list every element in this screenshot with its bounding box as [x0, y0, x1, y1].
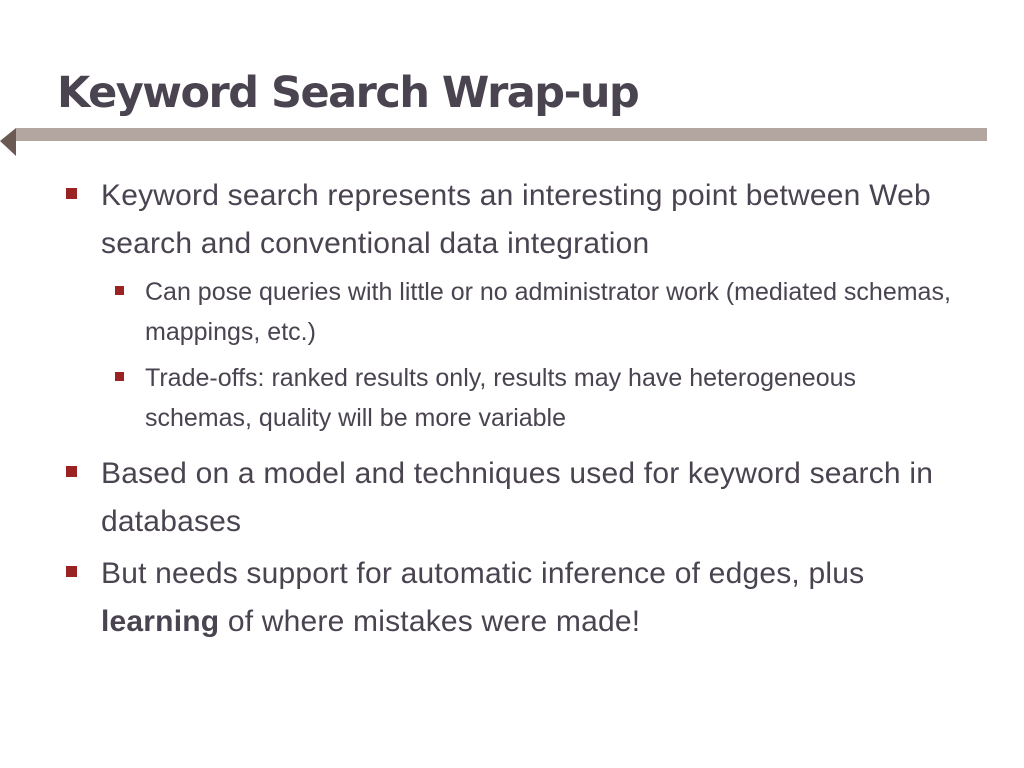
bullet-3-text-after: of where mistakes were made!	[219, 605, 641, 638]
square-bullet-icon	[66, 566, 77, 577]
sub-bullet-1-text: Can pose queries with little or no administrator work (mediated schemas, mappings, etc.)	[145, 278, 951, 346]
bullet-1	[63, 172, 963, 268]
bullet-3-bold-term: learning	[101, 605, 220, 638]
title-rule-notch	[0, 128, 16, 156]
square-bullet-icon	[66, 466, 77, 477]
square-bullet-icon	[115, 286, 124, 295]
sub-bullet-1	[63, 272, 963, 352]
bullet-2	[63, 450, 963, 546]
slide-body	[63, 172, 963, 650]
bullet-3-text-before: But needs support for automatic inference of edges, plus	[101, 557, 865, 590]
bullet-2-text: Based on a model and techniques used for keyword search in databases	[101, 457, 934, 538]
sub-bullet-2-text: Trade-offs: ranked results only, results may have heterogeneous schemas, quality will be more variable	[145, 364, 857, 432]
square-bullet-icon	[66, 188, 77, 199]
title-rule	[16, 128, 987, 141]
sub-bullet-2	[63, 358, 963, 438]
slide-title: Keyword Search Wrap-up	[57, 68, 639, 118]
bullet-1-text: Keyword search represents an interesting point between Web search and conventional data integration	[101, 179, 931, 260]
square-bullet-icon	[115, 372, 124, 381]
bullet-3	[63, 550, 963, 646]
